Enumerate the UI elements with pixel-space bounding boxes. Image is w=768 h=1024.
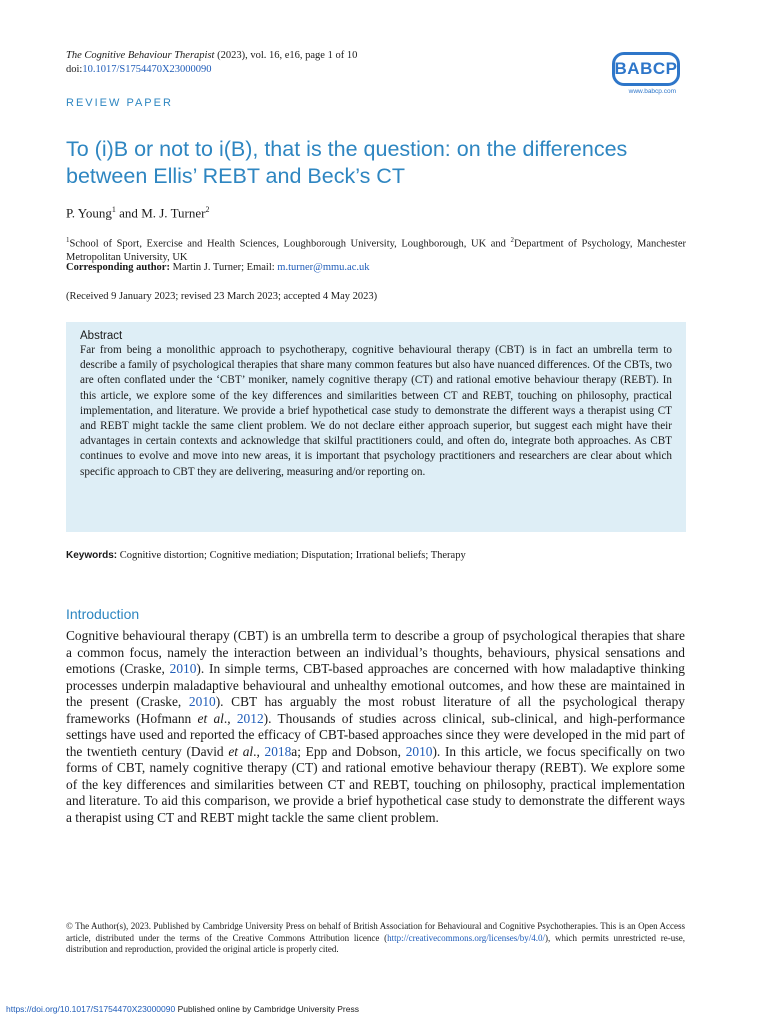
body-text: .,: [253, 743, 265, 759]
babcp-logo-url: www.babcp.com: [628, 88, 676, 95]
author-name: M. J. Turner: [141, 205, 206, 221]
author-list: [66, 205, 209, 221]
et-al-text: et al: [228, 743, 254, 759]
citation-link[interactable]: 2010: [169, 661, 197, 676]
article-title: To (i)B or not to i(B), that is the question: on the differences between Ellis’ REBT and Beck’s CT: [66, 137, 628, 188]
affiliation-text: School of Sport, Exercise and Health Sciences, Loughborough University, Loughborough, UK and: [69, 238, 511, 250]
citation-link[interactable]: 2012: [236, 710, 264, 726]
corresponding-author: [66, 262, 370, 273]
doi-link[interactable]: 10.1017/S1754470X23000090: [82, 64, 212, 75]
introduction-paragraph: [66, 628, 685, 826]
received-dates: (Received 9 January 2023; revised 23 March 2023; accepted 4 May 2023): [66, 291, 378, 302]
copyright-text: © The Author(s), 2023. Published by Cambridge University Press on behalf of British Association for Behavioural and Cognitive Psychotherapies. This is an Open Access article, distributed under the terms of the Creative Commons Attribution licence (: [66, 921, 685, 943]
body-text: ). CBT has arguably the most robust literature of all the psychological therapy frameworks (Hofmann: [66, 694, 685, 726]
body-text: Cognitive behavioural therapy (CBT) is an umbrella term to describe a group of psychological therapies that share a common focus, namely the interaction between an individual’s thoughts, behaviours, physical sensations and emotions (Craske,: [66, 628, 685, 676]
affiliation-marker: 1: [111, 205, 116, 214]
published-online-text: Published online by Cambridge University Press: [175, 1004, 359, 1014]
published-online-line: [6, 1004, 359, 1014]
affiliation-text: Department of Psychology, Manchester Metropolitan University, UK: [66, 238, 687, 263]
corresponding-label: Corresponding author:: [66, 262, 170, 273]
doi-prefix: doi:: [66, 64, 83, 75]
license-link[interactable]: http://creativecommons.org/licenses/by/4.0/: [387, 932, 545, 943]
email-link[interactable]: m.turner@mmu.ac.uk: [277, 262, 370, 273]
affiliation-marker: 2: [205, 205, 210, 214]
journal-citation: [66, 49, 357, 77]
article-type: REVIEW PAPER: [66, 97, 173, 109]
babcp-logo-mark: BABCP: [612, 52, 680, 86]
citation-link[interactable]: 2010: [188, 694, 216, 709]
citation-link[interactable]: 2018: [264, 743, 292, 759]
copyright-notice: [66, 921, 685, 956]
doi-url-link[interactable]: https://doi.org/10.1017/S1754470X23000090: [6, 1004, 176, 1014]
body-text: ). In this article, we focus specifically on two forms of CBT, namely cognitive therapy (CT) and rational emotive behaviour therapy (REBT). We explore some of the key differences and similarities between CT and REBT, touching on philosophy, practical implementation and literature. To aid this comparison, we provide a brief hypothetical case study to demonstrate the different ways a therapist using CT and REBT might tackle the same client problem.: [66, 743, 685, 825]
citation-link[interactable]: 2010: [405, 743, 433, 759]
abstract-text: Far from being a monolithic approach to psychotherapy, cognitive behavioural therapy (CBT) is in fact an umbrella term to describe a family of psychological therapies that share many common features but also have nuanced differences. Of the CBTs, two are often conflated under the ‘CBT’ moniker, namely cognitive therapy (CT) and rational emotive behaviour therapy (REBT). In this article, we explore some of the key differences and similarities between CT and REBT, touching on philosophy, practical implementation, and literature. We provide a brief hypothetical case study to demonstrate the different ways a therapist using CT and REBT might tackle the same client problem. We do not declare either approach superior, but suggest each might have their advantages in certain contexts and acknowledge that skilful practitioners could, and often do, integrate both approaches. As CBT continues to evolve and move into new areas, it is important that psychology practitioners and researchers are clear about which specific approach to CBT they are delivering, measuring and/or reporting on.: [80, 344, 672, 478]
journal-title-line: [66, 49, 357, 63]
body-text: .,: [223, 710, 237, 726]
copyright-text: ), which permits unrestricted re-use, distribution and reproduction, provided the original article is properly cited.: [66, 932, 685, 954]
affiliation-marker: 1: [66, 236, 70, 244]
journal-meta: (2023), vol. 16, e16, page 1 of 10: [214, 50, 358, 61]
doi-line: [66, 63, 357, 77]
section-heading-introduction: Introduction: [66, 606, 140, 622]
keywords: [66, 550, 466, 561]
affiliations: [66, 234, 686, 265]
keywords-text: Cognitive distortion; Cognitive mediation; Disputation; Irrational beliefs; Therapy: [117, 550, 466, 561]
keywords-label: Keywords:: [66, 550, 118, 561]
body-text: ). In simple terms, CBT-based approaches are concerned with how maladaptive thinking processes underpin maladaptive behavioural and unhealthy emotional outcomes, and how these are maintained in the present (Craske,: [66, 661, 685, 709]
abstract-box: [66, 322, 686, 532]
author-joiner: and: [115, 205, 142, 221]
babcp-logo[interactable]: [612, 52, 684, 97]
author-name: P. Young: [66, 205, 112, 221]
body-text: ). Thousands of studies across clinical, sub-clinical, and high-performance settings have used and reported the efficacy of CBT-based approaches since they were developed in the mid part of the twentieth century (David: [66, 710, 685, 759]
et-al-text: et al: [197, 710, 224, 726]
journal-name: The Cognitive Behaviour Therapist: [66, 50, 215, 61]
body-text: a; Epp and Dobson,: [291, 743, 406, 759]
affiliation-marker: 2: [510, 236, 515, 244]
corresponding-text: Martin J. Turner; Email:: [169, 262, 278, 273]
abstract-heading: Abstract: [80, 330, 123, 342]
